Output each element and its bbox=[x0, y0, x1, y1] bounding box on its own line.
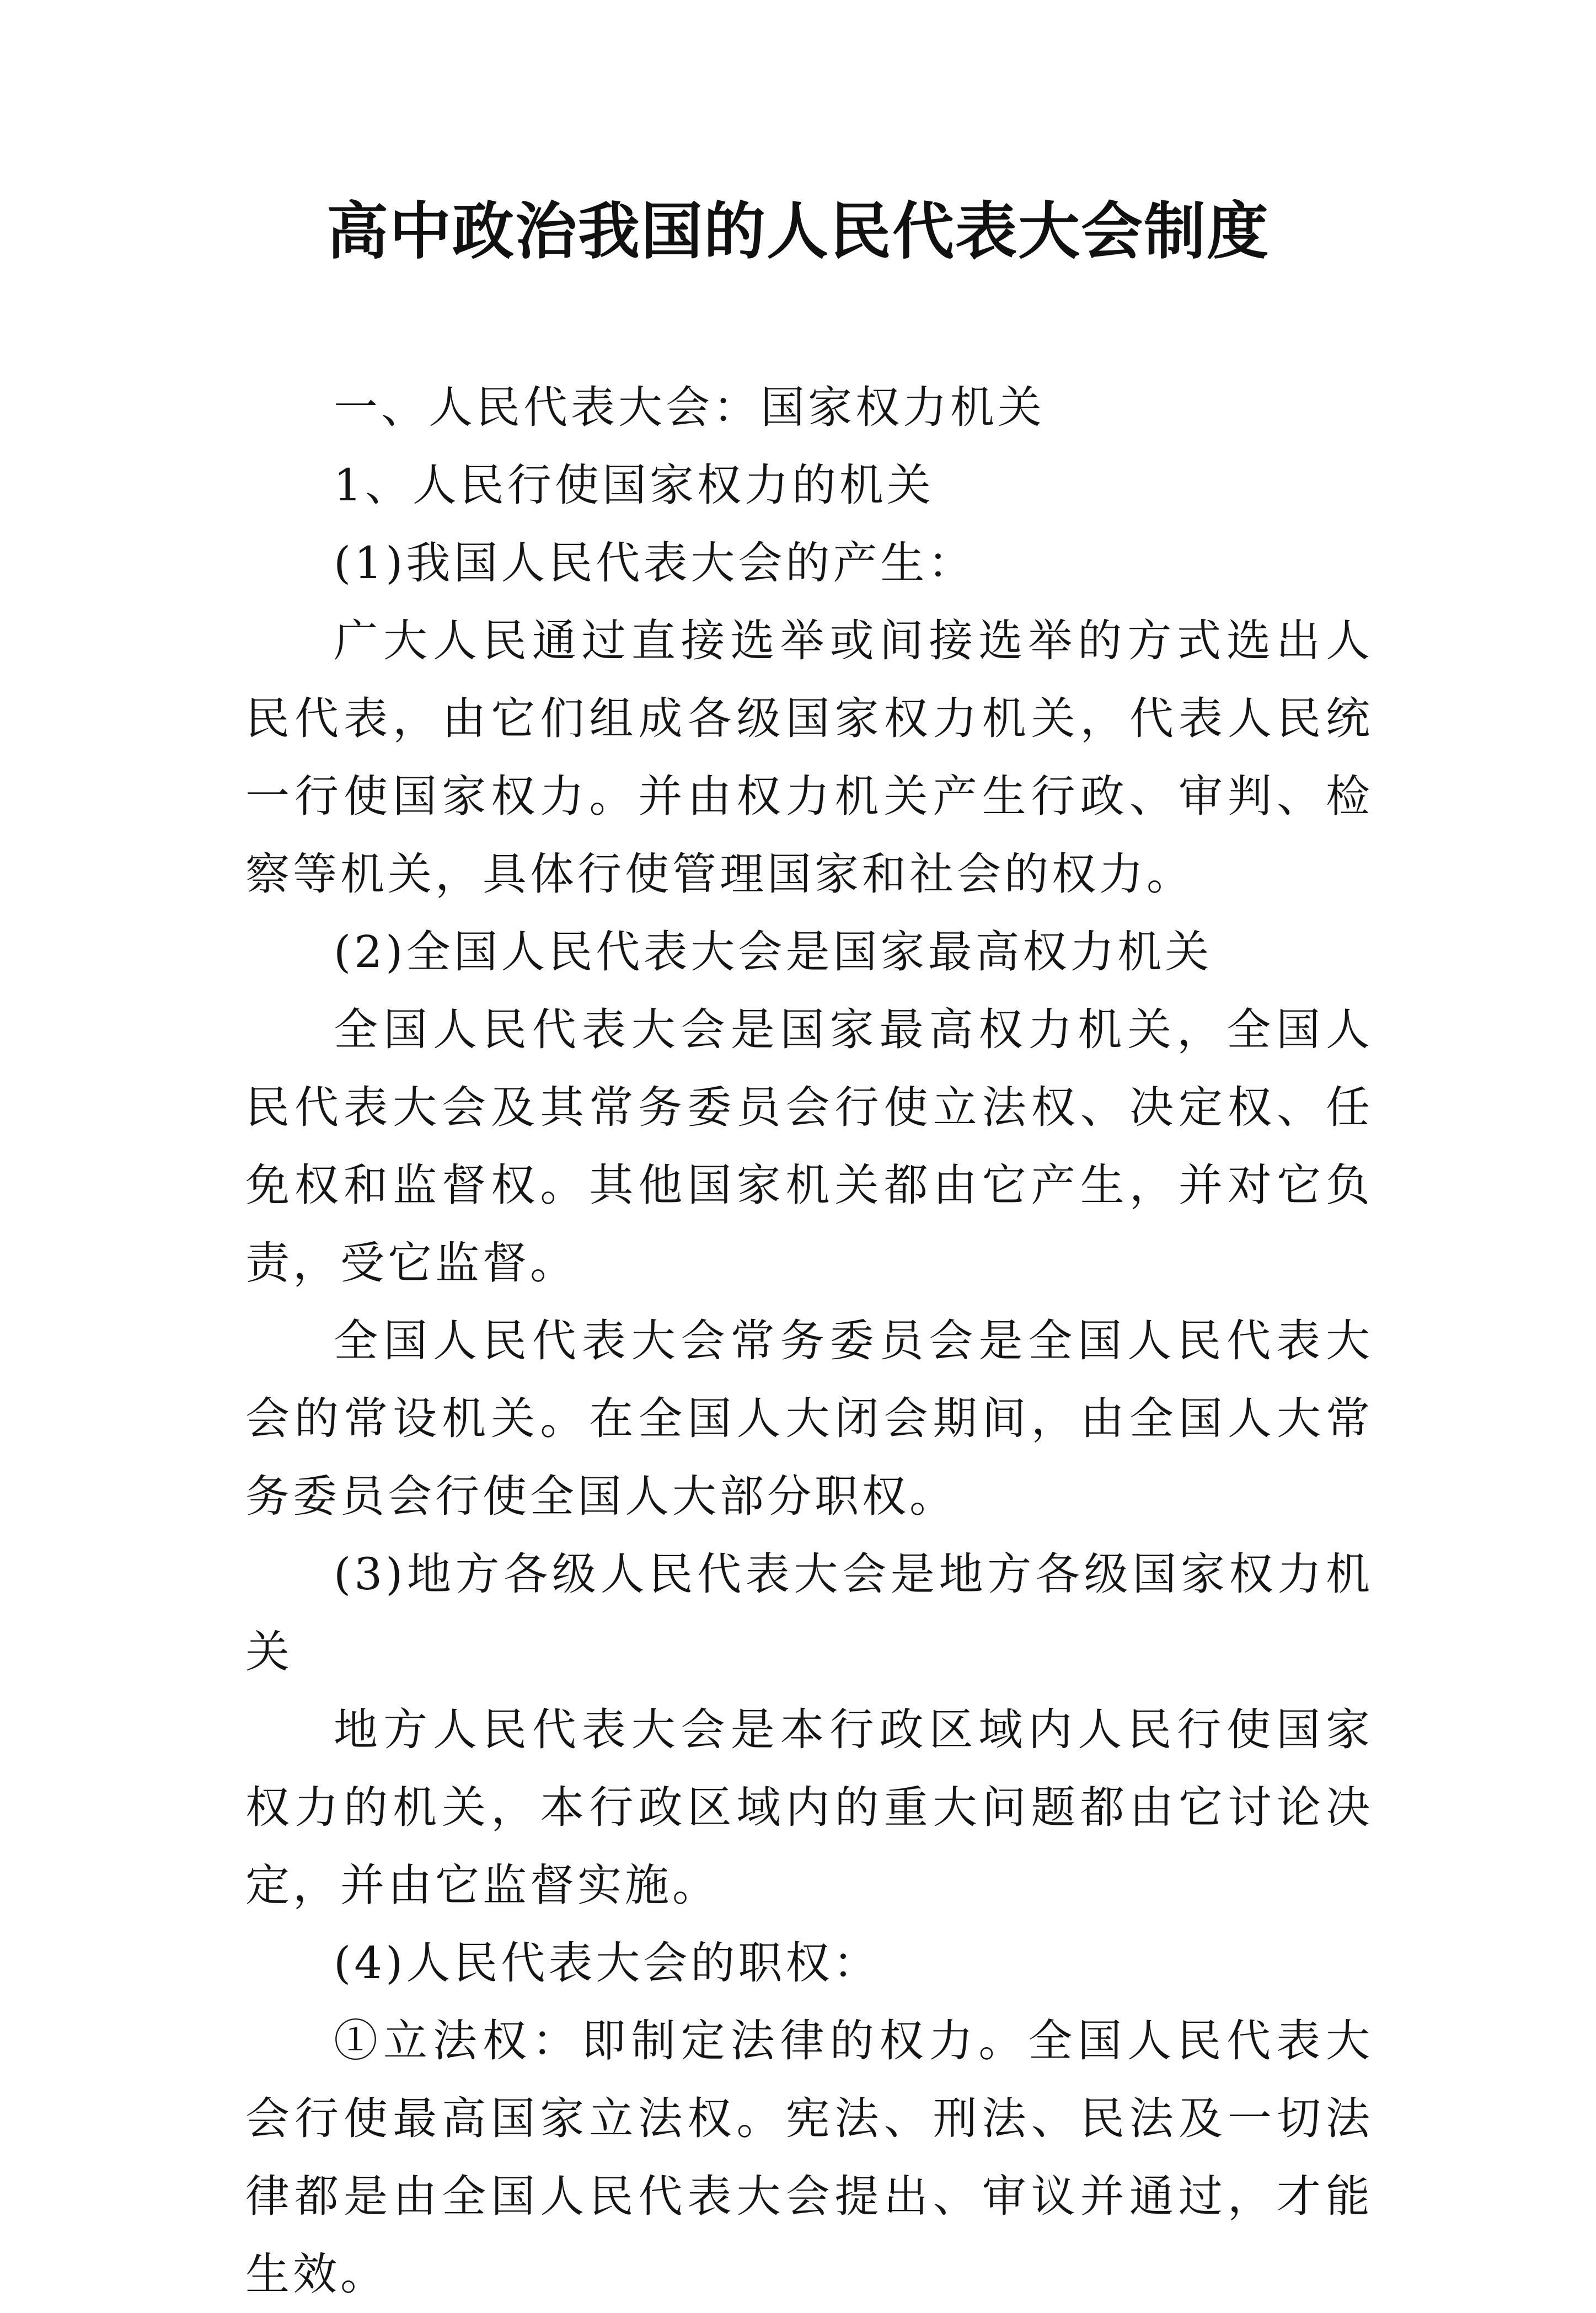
section-heading: 一、人民代表大会：国家权力机关 bbox=[334, 382, 1045, 433]
item-heading: (3)地方各级人民代表大会是地方各级国家权力机关 bbox=[245, 1548, 1373, 1678]
document-body bbox=[245, 368, 1373, 2313]
subsection-heading: 1、人民行使国家权力的机关 bbox=[334, 460, 934, 511]
item-heading: (2)全国人民代表大会是国家最高权力机关 bbox=[334, 926, 1213, 977]
item-heading: (1)我国人民代表大会的产生： bbox=[334, 537, 976, 589]
document-title: 高中政治我国的人民代表大会制度 bbox=[326, 195, 1270, 268]
body-paragraph: 广大人民通过直接选举或间接选举的方式选出人民代表，由它们组成各级国家权力机关，代表人民统一行使国家权力。并由权力机关产生行政、审判、检察等机关，具体行使管理国家和社会的权力。 bbox=[245, 615, 1373, 900]
body-paragraph: ①立法权：即制定法律的权力。全国人民代表大会行使最高国家立法权。宪法、刑法、民法及一切法律都是由全国人民代表大会提出、审议并通过，才能生效。 bbox=[245, 2015, 1373, 2300]
body-paragraph: 地方人民代表大会是本行政区域内人民行使国家权力的机关，本行政区域内的重大问题都由它讨论决定，并由它监督实施。 bbox=[245, 1704, 1373, 1911]
body-paragraph: 全国人民代表大会是国家最高权力机关，全国人民代表大会及其常务委员会行使立法权、决定权、任免权和监督权。其他国家机关都由它产生，并对它负责，受它监督。 bbox=[245, 1004, 1373, 1289]
body-paragraph: 全国人民代表大会常务委员会是全国人民代表大会的常设机关。在全国人大闭会期间，由全国人大常务委员会行使全国人大部分职权。 bbox=[245, 1315, 1373, 1522]
item-heading: (4)人民代表大会的职权： bbox=[334, 1937, 881, 1989]
